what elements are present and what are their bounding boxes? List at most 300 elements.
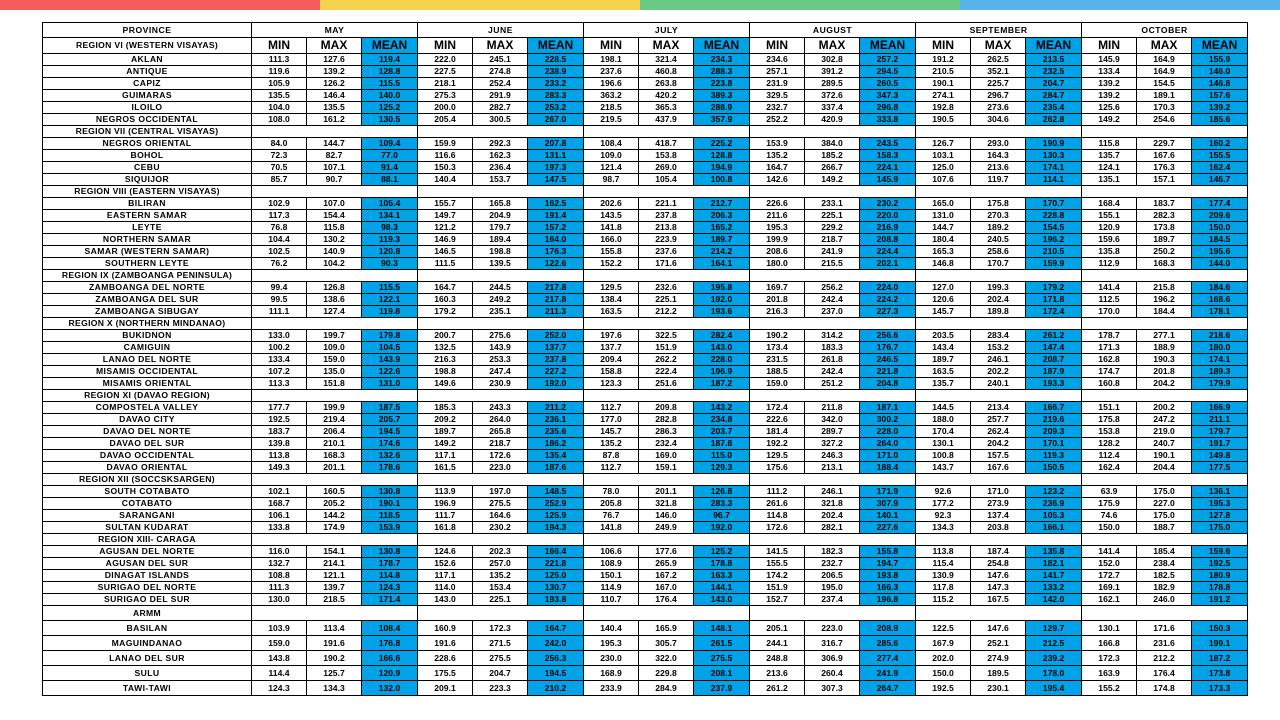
min-cell: 150.0 — [1082, 522, 1137, 534]
mean-cell: 119.3 — [362, 234, 418, 246]
max-cell: 202.4 — [805, 510, 860, 522]
province-name: SURIGAO DEL SUR — [43, 594, 252, 606]
min-cell: 163.9 — [1082, 666, 1137, 681]
region-blank-cell — [418, 186, 584, 198]
province-name: BOHOL — [43, 150, 252, 162]
max-cell: 223.9 — [639, 234, 694, 246]
mean-cell: 130.5 — [362, 114, 418, 126]
max-cell: 232.4 — [639, 438, 694, 450]
mean-cell: 282.4 — [694, 330, 750, 342]
province-name: SAMAR (WESTERN SAMAR) — [43, 246, 252, 258]
max-cell: 174.8 — [1137, 681, 1192, 696]
min-cell: 234.6 — [750, 54, 805, 66]
max-cell: 240.7 — [1137, 438, 1192, 450]
mean-cell: 150.3 — [1192, 621, 1248, 636]
min-cell: 103.9 — [252, 621, 307, 636]
max-cell: 144.2 — [307, 510, 362, 522]
max-cell: 251.2 — [805, 378, 860, 390]
min-cell: 218.5 — [584, 102, 639, 114]
min-cell: 140.4 — [584, 621, 639, 636]
mean-cell: 133.2 — [1026, 582, 1082, 594]
province-name: EASTERN SAMAR — [43, 210, 252, 222]
mean-cell: 137.7 — [528, 342, 584, 354]
mean-cell: 235.6 — [528, 426, 584, 438]
min-cell: 196.6 — [584, 78, 639, 90]
min-cell: 117.1 — [418, 570, 473, 582]
mean-cell: 122.1 — [362, 294, 418, 306]
table-row — [43, 594, 1248, 606]
min-cell: 114.9 — [584, 582, 639, 594]
top-bar-segment — [320, 0, 480, 10]
province-name: NEGROS OCCIDENTAL — [43, 114, 252, 126]
mean-cell: 199.1 — [1192, 636, 1248, 651]
mean-cell: 142.0 — [1026, 594, 1082, 606]
region-blank-cell — [750, 474, 916, 486]
min-cell: 150.1 — [584, 570, 639, 582]
min-cell: 179.2 — [418, 306, 473, 318]
max-cell: 212.2 — [639, 306, 694, 318]
mean-cell: 252.0 — [528, 330, 584, 342]
mean-cell: 221.8 — [860, 366, 916, 378]
max-cell: 238.4 — [1137, 558, 1192, 570]
province-name: ZAMBOANGA DEL SUR — [43, 294, 252, 306]
max-cell: 252.1 — [971, 636, 1026, 651]
mean-cell: 178.7 — [362, 558, 418, 570]
max-cell: 167.0 — [639, 582, 694, 594]
table-row — [43, 294, 1248, 306]
table-row — [43, 138, 1248, 150]
min-cell: 146.5 — [418, 246, 473, 258]
table-row — [43, 498, 1248, 510]
min-cell: 216.3 — [418, 354, 473, 366]
mean-cell: 190.9 — [1026, 138, 1082, 150]
mean-cell: 211.3 — [528, 306, 584, 318]
max-cell: 258.6 — [971, 246, 1026, 258]
min-cell: 226.6 — [750, 198, 805, 210]
min-cell: 168.4 — [1082, 198, 1137, 210]
mean-cell: 140.0 — [362, 90, 418, 102]
min-cell: 76.7 — [584, 510, 639, 522]
province-name: CAPIZ — [43, 78, 252, 90]
mean-cell: 230.2 — [860, 198, 916, 210]
min-cell: 153.9 — [750, 138, 805, 150]
region-row — [43, 318, 1248, 330]
mean-cell: 237.9 — [694, 681, 750, 696]
table-row — [43, 681, 1248, 696]
region-blank-cell — [252, 474, 418, 486]
table-row — [43, 90, 1248, 102]
max-cell: 289.5 — [805, 78, 860, 90]
mean-cell: 211.2 — [528, 402, 584, 414]
max-cell: 227.0 — [1137, 498, 1192, 510]
max-cell: 189.8 — [971, 306, 1026, 318]
min-cell: 142.6 — [750, 174, 805, 186]
max-cell: 242.4 — [805, 366, 860, 378]
max-cell: 460.8 — [639, 66, 694, 78]
mean-cell: 178.8 — [1192, 582, 1248, 594]
min-cell: 76.2 — [252, 258, 307, 270]
max-cell: 171.6 — [1137, 621, 1192, 636]
mean-cell: 122.6 — [528, 258, 584, 270]
table-row — [43, 621, 1248, 636]
max-cell: 164.9 — [1137, 54, 1192, 66]
region-name: REGION XIII- CARAGA — [43, 534, 252, 546]
min-cell: 222.0 — [418, 54, 473, 66]
min-cell: 92.6 — [916, 486, 971, 498]
mean-cell: 224.1 — [860, 162, 916, 174]
mean-cell: 125.2 — [694, 546, 750, 558]
table-row — [43, 246, 1248, 258]
min-cell: 135.2 — [584, 438, 639, 450]
max-cell: 275.6 — [473, 330, 528, 342]
min-cell: 152.2 — [584, 258, 639, 270]
mean-cell: 171.4 — [362, 594, 418, 606]
min-cell: 141.8 — [584, 222, 639, 234]
max-cell: 157.1 — [1137, 174, 1192, 186]
mean-cell: 192.5 — [1192, 558, 1248, 570]
min-cell: 108.8 — [252, 570, 307, 582]
min-cell: 152.6 — [418, 558, 473, 570]
min-cell: 168.7 — [252, 498, 307, 510]
min-cell: 155.7 — [418, 198, 473, 210]
min-cell: 116.0 — [252, 546, 307, 558]
max-cell: 219.4 — [307, 414, 362, 426]
mean-cell: 218.6 — [1192, 330, 1248, 342]
min-cell: 133.4 — [1082, 66, 1137, 78]
max-cell: 185.2 — [805, 150, 860, 162]
max-cell: 245.1 — [473, 54, 528, 66]
min-cell: 102.1 — [252, 486, 307, 498]
table-row — [43, 162, 1248, 174]
min-cell: 160.9 — [418, 621, 473, 636]
mean-cell: 159.9 — [1026, 258, 1082, 270]
table-row — [43, 450, 1248, 462]
max-cell: 223.0 — [473, 462, 528, 474]
mean-cell: 187.2 — [1192, 651, 1248, 666]
min-cell: 205.1 — [750, 621, 805, 636]
table-row — [43, 354, 1248, 366]
region-blank-cell — [584, 390, 750, 402]
mean-cell: 166.7 — [1026, 402, 1082, 414]
mean-cell: 125.9 — [528, 510, 584, 522]
max-cell: 191.6 — [307, 636, 362, 651]
mean-cell: 150.5 — [1026, 462, 1082, 474]
max-cell: 304.6 — [971, 114, 1026, 126]
min-cell: 174.2 — [750, 570, 805, 582]
max-cell: 179.7 — [473, 222, 528, 234]
stat-header: MAX — [971, 38, 1026, 54]
mean-cell: 166.1 — [1026, 522, 1082, 534]
mean-cell: 154.5 — [1026, 222, 1082, 234]
max-cell: 165.8 — [473, 198, 528, 210]
min-cell: 108.4 — [584, 138, 639, 150]
max-cell: 283.4 — [971, 330, 1026, 342]
mean-cell: 209.3 — [1026, 426, 1082, 438]
region-blank-cell — [1082, 186, 1248, 198]
mean-cell: 192.0 — [694, 294, 750, 306]
min-cell: 135.5 — [252, 90, 307, 102]
mean-cell: 130.3 — [1026, 150, 1082, 162]
mean-cell: 174.1 — [1026, 162, 1082, 174]
min-cell: 121.2 — [418, 222, 473, 234]
min-cell: 172.7 — [1082, 570, 1137, 582]
max-cell: 253.3 — [473, 354, 528, 366]
mean-cell: 119.8 — [362, 306, 418, 318]
region-blank-cell — [1082, 390, 1248, 402]
max-cell: 153.2 — [971, 342, 1026, 354]
max-cell: 202.2 — [971, 366, 1026, 378]
min-cell: 180.4 — [916, 234, 971, 246]
mean-cell: 242.0 — [528, 636, 584, 651]
min-cell: 133.0 — [252, 330, 307, 342]
max-cell: 221.1 — [639, 198, 694, 210]
max-cell: 261.8 — [805, 354, 860, 366]
table-row — [43, 54, 1248, 66]
mean-cell: 144.0 — [1192, 258, 1248, 270]
max-cell: 274.8 — [473, 66, 528, 78]
min-cell: 99.5 — [252, 294, 307, 306]
mean-cell: 180.9 — [1192, 570, 1248, 582]
region-blank-cell — [1082, 318, 1248, 330]
mean-cell: 164.0 — [528, 234, 584, 246]
mean-cell: 184.5 — [1192, 234, 1248, 246]
mean-cell: 228.0 — [694, 354, 750, 366]
mean-cell: 135.4 — [528, 450, 584, 462]
max-cell: 225.1 — [805, 210, 860, 222]
min-cell: 116.6 — [418, 150, 473, 162]
max-cell: 189.4 — [473, 234, 528, 246]
min-cell: 192.5 — [252, 414, 307, 426]
mean-cell: 88.1 — [362, 174, 418, 186]
region-blank-cell — [916, 606, 1082, 621]
max-cell: 107.0 — [307, 198, 362, 210]
mean-cell: 219.6 — [1026, 414, 1082, 426]
max-cell: 289.7 — [805, 426, 860, 438]
min-cell: 177.0 — [584, 414, 639, 426]
max-cell: 188.9 — [1137, 342, 1192, 354]
region-blank-cell — [750, 270, 916, 282]
region-blank-cell — [418, 270, 584, 282]
mean-cell: 179.9 — [1192, 378, 1248, 390]
mean-cell: 174.6 — [362, 438, 418, 450]
min-cell: 161.5 — [418, 462, 473, 474]
max-cell: 201.1 — [307, 462, 362, 474]
max-cell: 322.0 — [639, 651, 694, 666]
max-cell: 282.3 — [1137, 210, 1192, 222]
min-cell: 155.1 — [1082, 210, 1137, 222]
region-row — [43, 606, 1248, 621]
max-cell: 189.2 — [971, 222, 1026, 234]
mean-cell: 241.9 — [860, 666, 916, 681]
min-cell: 149.3 — [252, 462, 307, 474]
mean-cell: 194.5 — [362, 426, 418, 438]
max-cell: 105.4 — [639, 174, 694, 186]
min-cell: 237.6 — [584, 66, 639, 78]
mean-cell: 177.5 — [1192, 462, 1248, 474]
max-cell: 243.3 — [473, 402, 528, 414]
min-cell: 137.7 — [584, 342, 639, 354]
min-cell: 92.3 — [916, 510, 971, 522]
table-row — [43, 366, 1248, 378]
min-cell: 111.5 — [418, 258, 473, 270]
min-cell: 200.7 — [418, 330, 473, 342]
mean-cell: 135.8 — [1026, 546, 1082, 558]
min-cell: 218.1 — [418, 78, 473, 90]
mean-cell: 214.2 — [694, 246, 750, 258]
max-cell: 275.5 — [473, 498, 528, 510]
max-cell: 249.9 — [639, 522, 694, 534]
min-cell: 274.1 — [916, 90, 971, 102]
max-cell: 202.4 — [971, 294, 1026, 306]
min-cell: 190.5 — [916, 114, 971, 126]
mean-cell: 153.9 — [362, 522, 418, 534]
min-cell: 135.7 — [916, 378, 971, 390]
max-cell: 140.9 — [307, 246, 362, 258]
mean-cell: 190.1 — [362, 498, 418, 510]
table-row — [43, 666, 1248, 681]
table-row — [43, 174, 1248, 186]
min-cell: 106.6 — [584, 546, 639, 558]
mean-cell: 178.6 — [362, 462, 418, 474]
region-blank-cell — [252, 390, 418, 402]
min-cell: 199.9 — [750, 234, 805, 246]
min-cell: 165.0 — [916, 198, 971, 210]
region-blank-cell — [584, 534, 750, 546]
max-cell: 305.7 — [639, 636, 694, 651]
min-cell: 175.8 — [1082, 414, 1137, 426]
max-cell: 135.2 — [473, 570, 528, 582]
max-cell: 182.3 — [805, 546, 860, 558]
min-cell: 135.7 — [1082, 150, 1137, 162]
min-cell: 166.8 — [1082, 636, 1137, 651]
min-cell: 112.4 — [1082, 450, 1137, 462]
min-cell: 125.0 — [916, 162, 971, 174]
max-cell: 229.2 — [805, 222, 860, 234]
table-row — [43, 414, 1248, 426]
max-cell: 257.7 — [971, 414, 1026, 426]
mean-cell: 176.8 — [362, 636, 418, 651]
mean-cell: 96.7 — [694, 510, 750, 522]
min-cell: 155.8 — [584, 246, 639, 258]
mean-cell: 148.5 — [528, 486, 584, 498]
max-cell: 251.6 — [639, 378, 694, 390]
mean-cell: 224.4 — [860, 246, 916, 258]
mean-cell: 166.6 — [362, 651, 418, 666]
mean-cell: 164.1 — [694, 258, 750, 270]
table-row — [43, 210, 1248, 222]
min-cell: 188.5 — [750, 366, 805, 378]
table-row — [43, 510, 1248, 522]
max-cell: 127.6 — [307, 54, 362, 66]
min-cell: 85.7 — [252, 174, 307, 186]
mean-cell: 140.1 — [860, 510, 916, 522]
min-cell: 129.5 — [584, 282, 639, 294]
min-cell: 261.6 — [750, 498, 805, 510]
max-cell: 291.9 — [473, 90, 528, 102]
max-cell: 384.0 — [805, 138, 860, 150]
min-cell: 205.4 — [418, 114, 473, 126]
mean-cell: 187.5 — [362, 402, 418, 414]
mean-cell: 179.2 — [1026, 282, 1082, 294]
mean-cell: 147.5 — [528, 174, 584, 186]
mean-cell: 168.6 — [1192, 294, 1248, 306]
mean-cell: 115.5 — [362, 78, 418, 90]
min-cell: 190.1 — [916, 78, 971, 90]
max-cell: 277.1 — [1137, 330, 1192, 342]
max-cell: 153.7 — [473, 174, 528, 186]
mean-cell: 196.9 — [694, 366, 750, 378]
mean-cell: 212.7 — [694, 198, 750, 210]
mean-cell: 77.0 — [362, 150, 418, 162]
max-cell: 170.3 — [1137, 102, 1192, 114]
min-cell: 113.8 — [916, 546, 971, 558]
mean-cell: 115.5 — [362, 282, 418, 294]
min-cell: 146.8 — [916, 258, 971, 270]
mean-cell: 202.1 — [860, 258, 916, 270]
mean-cell: 246.5 — [860, 354, 916, 366]
max-cell: 168.3 — [1137, 258, 1192, 270]
province-name: SULTAN KUDARAT — [43, 522, 252, 534]
max-cell: 225.1 — [473, 594, 528, 606]
mean-cell: 166.3 — [860, 582, 916, 594]
max-cell: 104.2 — [307, 258, 362, 270]
max-cell: 213.4 — [971, 402, 1026, 414]
max-cell: 242.4 — [805, 294, 860, 306]
max-cell: 437.9 — [639, 114, 694, 126]
min-cell: 128.2 — [1082, 438, 1137, 450]
region-name: REGION VIII (EASTERN VISAYAS) — [43, 186, 252, 198]
max-cell: 229.7 — [1137, 138, 1192, 150]
min-cell: 160.3 — [418, 294, 473, 306]
province-name: GUIMARAS — [43, 90, 252, 102]
mean-cell: 236.1 — [528, 414, 584, 426]
mean-cell: 234.3 — [694, 54, 750, 66]
mean-cell: 132.0 — [362, 681, 418, 696]
mean-cell: 146.8 — [1192, 78, 1248, 90]
mean-cell: 129.3 — [694, 462, 750, 474]
min-cell: 211.6 — [750, 210, 805, 222]
max-cell: 153.8 — [639, 150, 694, 162]
mean-cell: 178.0 — [1026, 666, 1082, 681]
min-cell: 231.9 — [750, 78, 805, 90]
min-cell: 102.5 — [252, 246, 307, 258]
stat-header: MEAN — [694, 38, 750, 54]
min-cell: 161.8 — [418, 522, 473, 534]
mean-cell: 204.7 — [1026, 78, 1082, 90]
stat-header: MAX — [639, 38, 694, 54]
max-cell: 211.8 — [805, 402, 860, 414]
mean-cell: 147.4 — [1026, 342, 1082, 354]
min-cell: 111.7 — [418, 510, 473, 522]
max-cell: 263.8 — [639, 78, 694, 90]
province-name: MISAMIS ORIENTAL — [43, 378, 252, 390]
mean-cell: 187.9 — [1026, 366, 1082, 378]
min-cell: 248.8 — [750, 651, 805, 666]
max-cell: 175.0 — [1137, 510, 1192, 522]
region-blank-cell — [750, 390, 916, 402]
province-name: LANAO DEL NORTE — [43, 354, 252, 366]
max-cell: 241.9 — [805, 246, 860, 258]
mean-cell: 210.2 — [528, 681, 584, 696]
max-cell: 159.0 — [307, 354, 362, 366]
table-row — [43, 342, 1248, 354]
mean-cell: 143.0 — [694, 594, 750, 606]
max-cell: 293.0 — [971, 138, 1026, 150]
min-cell: 191.6 — [418, 636, 473, 651]
mean-cell: 180.0 — [1192, 342, 1248, 354]
min-cell: 209.2 — [418, 414, 473, 426]
min-cell: 131.0 — [916, 210, 971, 222]
